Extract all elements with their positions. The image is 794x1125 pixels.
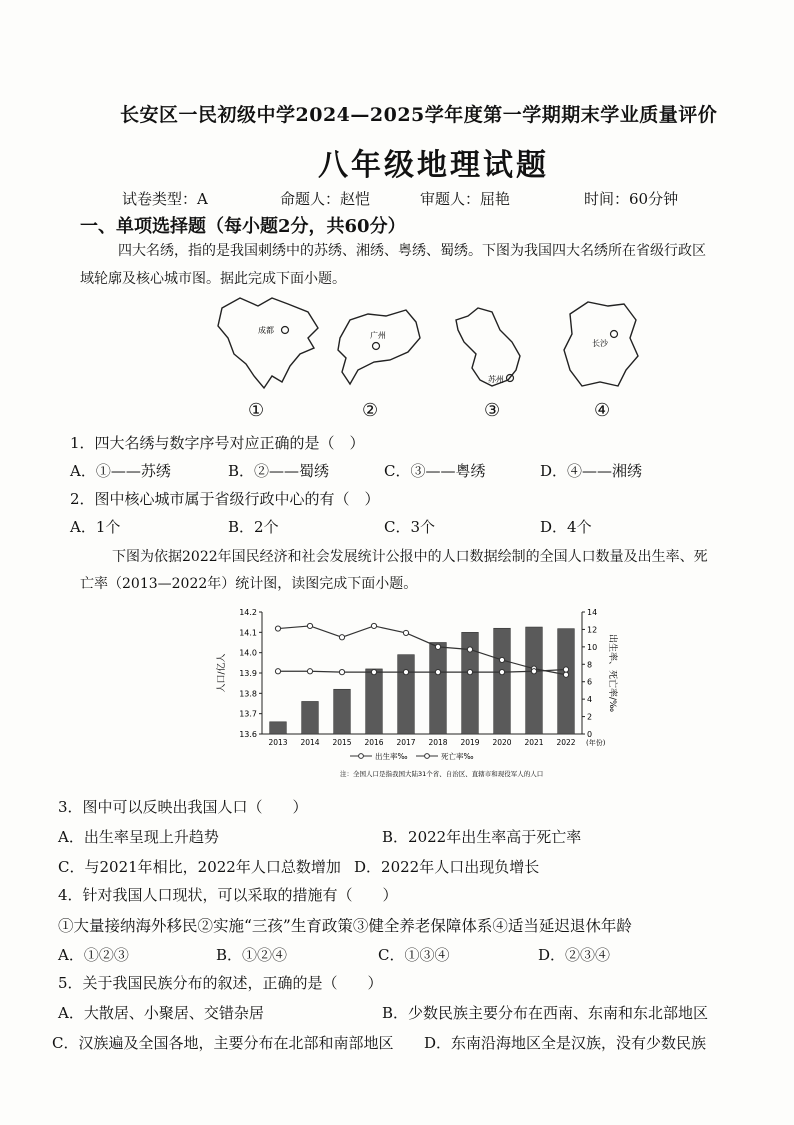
y-tick-label-right: 2 [587,712,593,722]
birth-rate-point [563,672,568,677]
birth-rate-point [275,626,280,631]
x-tick-label: 2014 [300,738,320,747]
q1-option-a[interactable]: A．①——苏绣 [70,462,171,480]
paper-type: 试卷类型：A [122,190,208,208]
q2-option-d[interactable]: D．4个 [540,518,592,536]
birth-rate-point [435,644,440,649]
population-bar [302,701,319,734]
population-bar [558,629,575,734]
population-bar [398,655,415,734]
y-tick-label-left: 14.1 [239,628,257,638]
death-rate-point [531,669,536,674]
q2-stem: 2．图中核心城市属于省级行政中心的有（ ） [70,490,380,508]
map-number: ④ [594,400,611,421]
q1-stem: 1．四大名绣与数字序号对应正确的是（ ） [70,434,365,452]
y-tick-label-left: 13.9 [239,669,257,678]
chart-note: 注：全国人口是指我国大陆31个省、自治区、直辖市和现役军人的人口 [340,770,544,778]
death-rate-point [499,670,504,675]
death-rate-point [467,670,472,675]
birth-rate-point [403,630,408,635]
legend-death-marker [425,754,430,759]
x-tick-label: 2017 [396,738,416,747]
legend-death-label: 死亡率‰ [441,752,474,761]
q3-option-a[interactable]: A．出生率呈现上升趋势 [58,828,219,846]
q3-option-b[interactable]: B．2022年出生率高于死亡率 [382,828,582,846]
legend-birth-label: 出生率‰ [375,752,408,761]
birth-rate-point [499,657,504,662]
y-tick-label-left: 13.6 [239,730,257,739]
y-tick-label-left: 14.0 [239,648,257,658]
death-rate-point [371,670,376,675]
x-tick-label: 2018 [428,738,448,747]
death-rate-line [278,670,566,673]
exam-header-title: 长安区一民初级中学2024—2025学年度第一学期期末学业质量评价 [120,104,718,126]
q5-stem: 5．关于我国民族分布的叙述，正确的是（ ） [58,974,383,992]
map-number: ③ [484,400,501,421]
x-tick-label: 2016 [364,738,384,747]
death-rate-point [275,669,280,674]
population-bar [270,722,287,734]
birth-rate-point [307,623,312,628]
y-tick-label-left: 13.8 [239,689,257,699]
y-axis-label-right: 出生率、死亡率/‰ [607,633,617,713]
q4-stem: 4．针对我国人口现状，可以采取的措施有（ ） [58,886,398,904]
x-tick-label: 2022 [556,738,576,747]
y-tick-label-right: 12 [587,625,598,635]
population-bar [494,628,511,734]
map-hunan [564,302,638,386]
intro2-line2: 亡率（2013—2022年）统计图，读图完成下面小题。 [80,576,418,592]
y-tick-label-left: 14.2 [239,608,257,617]
map-jiangsu [456,308,520,386]
birth-rate-point [371,623,376,628]
x-tick-label: 2021 [524,738,544,747]
y-tick-label-right: 6 [587,677,593,687]
population-bar [334,689,351,734]
q4-option-d[interactable]: D．②③④ [538,946,611,964]
q2-option-a[interactable]: A．1个 [70,518,121,536]
population-bar [366,669,383,734]
q4-option-a[interactable]: A．①②③ [58,946,129,964]
population-bar [430,643,447,735]
q1-option-d[interactable]: D．④——湘绣 [540,462,643,480]
map-number: ② [362,400,379,421]
death-rate-point [435,670,440,675]
q1-option-b[interactable]: B．②——蜀绣 [228,462,330,480]
intro1-line1: 四大名绣，指的是我国刺绣中的苏绣、湘绣、粤绣、蜀绣。下图为我国四大名绣所在省级行政区 [118,243,706,259]
birth-rate-point [467,647,472,652]
y-tick-label-right: 4 [587,695,593,705]
q2-option-b[interactable]: B．2个 [228,518,279,536]
province-maps [210,290,650,400]
death-rate-point [563,667,568,672]
y-axis-label-left: 人口/亿人 [217,653,227,693]
q5-option-a[interactable]: A．大散居、小聚居、交错杂居 [58,1004,264,1022]
q4-option-b[interactable]: B．①②④ [216,946,288,964]
map-guangdong [338,310,420,384]
y-tick-label-right: 14 [587,608,598,617]
exam-time: 时间：60分钟 [584,190,679,208]
q4-option-c[interactable]: C．①③④ [378,946,450,964]
legend-birth-marker [359,754,364,759]
map-sichuan [218,298,318,388]
q4-items: ①大量接纳海外移民②实施“三孩”生育政策③健全养老保障体系④适当延迟退休年龄 [58,917,632,935]
x-tick-label: 2020 [492,738,512,747]
intro1-line2: 域轮廓及核心城市图。据此完成下面小题。 [80,271,346,287]
x-tick-label: 2019 [460,738,480,747]
exam-subject-title: 八年级地理试题 [318,148,549,183]
death-rate-point [339,670,344,675]
x-tick-label: 2013 [268,738,288,747]
birth-rate-point [339,635,344,640]
y-tick-label-right: 10 [587,642,598,652]
birth-rate-line [278,626,566,675]
intro2-line1: 下图为依据2022年国民经济和社会发展统计公报中的人口数据绘制的全国人口数量及出生率、死 [112,549,708,565]
death-rate-point [403,670,408,675]
q3-option-c[interactable]: C．与2021年相比，2022年人口总数增加 [58,858,341,876]
q3-option-d[interactable]: D．2022年人口出现负增长 [354,858,540,876]
population-bar [526,627,543,734]
reviewer: 审题人：屈艳 [420,190,511,208]
map-number: ① [248,400,265,421]
x-tick-label: 2015 [332,738,352,747]
map-city-label: 长沙 [592,339,608,348]
q5-option-c[interactable]: C．汉族遍及全国各地，主要分布在北部和南部地区 [52,1034,394,1052]
q2-option-c[interactable]: C．3个 [384,518,436,536]
q5-option-d[interactable]: D．东南沿海地区全是汉族，没有少数民族 [424,1034,707,1052]
y-tick-label-left: 13.7 [239,709,257,719]
x-axis-unit: (年份) [586,739,606,747]
population-chart [200,600,620,790]
author: 命题人：赵恺 [280,190,371,208]
y-tick-label-right: 8 [587,660,593,670]
map-city-label: 广州 [370,331,386,340]
q3-stem: 3．图中可以反映出我国人口（ ） [58,798,308,816]
section-title: 一、单项选择题（每小题2分，共60分） [80,216,406,237]
map-city-label: 成都 [258,326,274,335]
death-rate-point [307,669,312,674]
q1-option-c[interactable]: C．③——粤绣 [384,462,486,480]
y-tick-label-right: 0 [587,730,593,739]
map-city-label: 苏州 [488,375,504,384]
q5-option-b[interactable]: B．少数民族主要分布在西南、东南和东北部地区 [382,1004,709,1022]
